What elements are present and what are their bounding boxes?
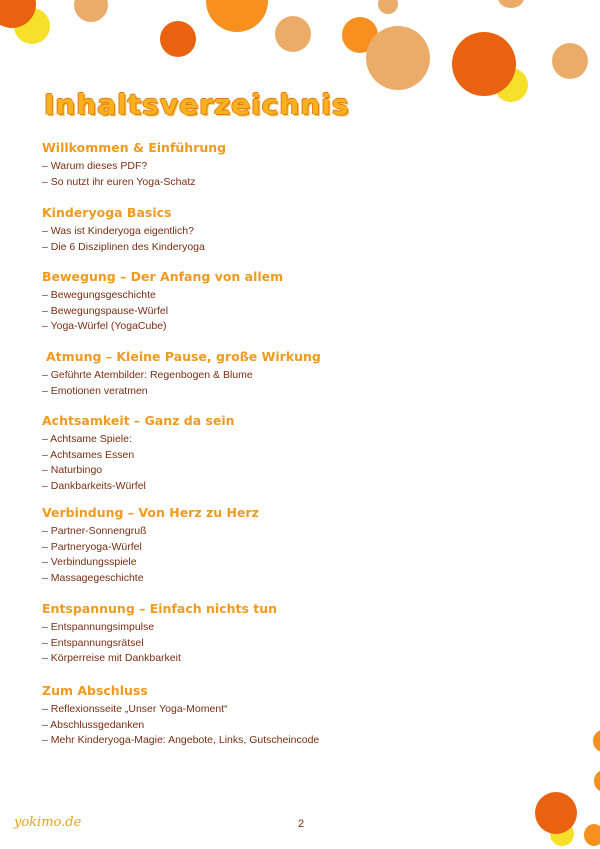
decor-dot [160,21,196,57]
section-items [42,620,277,667]
section-items [42,524,259,586]
decor-dot [74,0,108,22]
decor-dot [593,730,600,752]
section-heading: Kinderyoga Basics [42,205,172,220]
section-heading: Verbindung – Von Herz zu Herz [42,505,259,520]
list-item: – Reflexionsseite „Unser Yoga-Moment“ [42,703,228,715]
decor-dot [275,16,311,52]
list-item: – Entspannungsrätsel [42,636,144,649]
section-heading: Entspannung – Einfach nichts tun [42,601,278,616]
list-item: – Partneryoga-Würfel [42,540,142,553]
list-item: – So nutzt ihr euren Yoga-Schatz [42,175,196,188]
list-item: – Bewegungspause-Würfel [42,304,169,317]
list-item: – Mehr Kinderyoga-Magie: Angebote, Links, Gutscheincode [42,734,320,746]
section-items [42,288,283,335]
decor-dot [452,32,516,96]
toc-section [42,413,235,494]
decor-dot [535,792,577,834]
list-item: – Achtsames Essen [42,448,135,461]
toc-section [42,205,205,255]
list-item: – Was ist Kinderyoga eigentlich? [42,225,194,237]
decor-dot [498,0,524,8]
toc-section [42,601,277,667]
decor-dot [552,43,588,79]
section-items [42,224,205,255]
section-heading: Bewegung – Der Anfang von allem [42,269,284,284]
list-item: – Massagegeschichte [42,571,144,584]
toc-section [42,505,259,586]
section-heading: Achtsamkeit – Ganz da sein [42,413,235,428]
toc-section [42,683,319,749]
list-item: – Yoga-Würfel (YogaCube) [42,320,167,332]
list-item: – Emotionen veratmen [42,384,148,397]
toc-section [42,349,321,399]
page-title: Inhaltsverzeichnis [44,88,350,121]
section-items [42,368,321,399]
list-item: – Achtsame Spiele: [42,433,132,445]
list-item: – Naturbingo [42,464,103,476]
page-number: 2 [298,818,305,830]
decor-dot [594,770,600,792]
list-item: – Die 6 Disziplinen des Kinderyoga [42,240,205,253]
toc-section [42,269,283,335]
decor-dot [378,0,398,14]
toc-section [42,140,226,190]
section-heading: Willkommen & Einführung [42,140,227,155]
list-item: – Verbindungsspiele [42,556,137,568]
list-item: – Bewegungsgeschichte [42,289,156,301]
decor-dot [584,824,600,846]
section-items [42,432,235,494]
list-item: – Körperreise mit Dankbarkeit [42,652,181,664]
section-heading: Atmung – Kleine Pause, große Wirkung [46,349,321,364]
list-item: – Partner-Sonnengruß [42,525,147,537]
list-item: – Warum dieses PDF? [42,160,148,172]
brand-logo: yokimo.de [14,815,82,830]
list-item: – Abschlussgedanken [42,718,145,731]
section-items [42,702,319,749]
decor-dot [206,0,268,32]
list-item: – Geführte Atembilder: Regenbogen & Blume [42,369,253,381]
section-items [42,159,226,190]
decor-dot [366,26,430,90]
section-heading: Zum Abschluss [42,683,148,698]
list-item: – Entspannungsimpulse [42,621,155,633]
list-item: – Dankbarkeits-Würfel [42,479,146,492]
